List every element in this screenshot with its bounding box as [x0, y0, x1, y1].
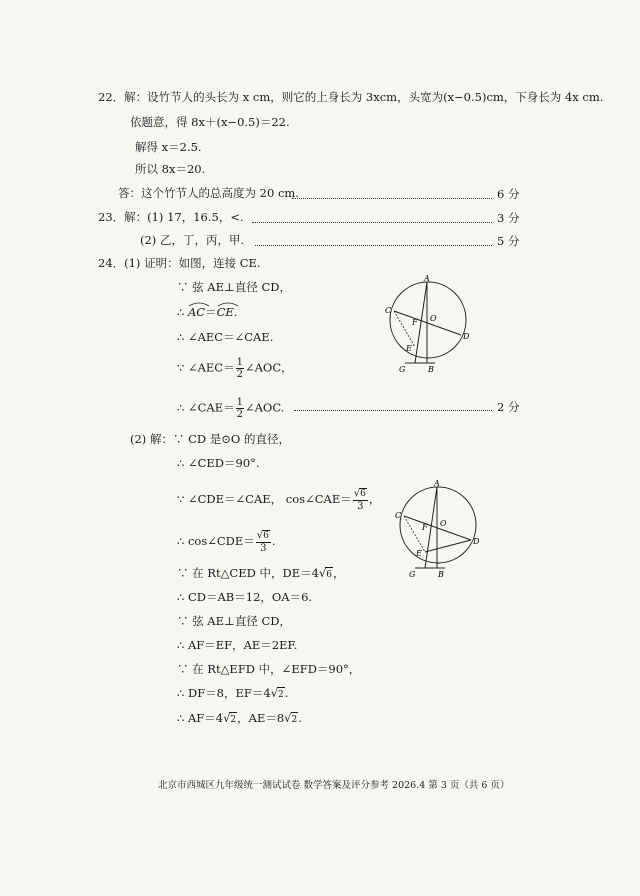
q23-line-2: (2) 乙，丁，丙，甲. — [140, 233, 245, 247]
q24-heading: 24．(1) 证明：如图，连接 CE. — [98, 256, 261, 270]
label-d: D — [463, 332, 470, 341]
arc-icon — [188, 302, 210, 307]
q24-p2-step-5: ∵ 在 Rt△CED 中，DE＝4√6， — [177, 566, 345, 580]
label-o: O — [440, 519, 447, 528]
q24-p1-step-4: ∵ ∠AEC＝ $\frac{1}{2}$ ∠AOC， — [177, 357, 293, 380]
dotted-leader — [255, 244, 492, 246]
q22-line-4: 所以 8x＝20. — [135, 162, 206, 176]
dotted-leader — [252, 221, 492, 223]
label-c: C — [395, 511, 402, 520]
q24-p2-step-7: ∵ 弦 AE⊥直径 CD， — [177, 614, 291, 628]
label-o: O — [430, 314, 437, 323]
q24-p2-step-6: ∴ CD＝AB＝12，OA＝6. — [177, 590, 313, 604]
label-d: D — [473, 537, 480, 546]
q24-p1-score: 2 分 — [497, 400, 520, 414]
label-f: F — [422, 523, 428, 532]
q24-p2-step-11: ∴ AF＝4√2，AE＝8√2. — [177, 711, 302, 725]
dotted-leader — [294, 409, 492, 411]
line-ed — [425, 540, 471, 552]
label-b: B — [438, 570, 444, 579]
q24-p2-step-3: ∵ ∠CDE＝∠CAE， cos∠CAE＝ $\frac{√6}{3}$ ， — [177, 488, 381, 512]
label-g: G — [399, 365, 406, 374]
q23-score-1: 3 分 — [497, 211, 520, 225]
q23-line-1: 23．解：(1) 17，16.5，<. — [98, 210, 244, 224]
label-a: A — [424, 275, 430, 283]
q22-line-3: 解得 x＝2.5. — [135, 140, 202, 154]
label-c: C — [385, 306, 392, 315]
q24-p1-step-1: ∵ 弦 AE⊥直径 CD， — [177, 280, 291, 294]
arc-icon — [217, 302, 239, 307]
q24-p2-step-10: ∴ DF＝8，EF＝4√2. — [177, 686, 289, 700]
label-e: E — [416, 549, 422, 558]
circle-o — [390, 282, 466, 358]
q23-score-2: 5 分 — [497, 234, 520, 248]
label-f: F — [412, 318, 418, 327]
page-footer: 北京市西城区九年级统一测试试卷 数学答案及评分参考 2026.4 第 3 页（共 6 页） — [158, 780, 510, 791]
q22-line-2: 依题意，得 8x＋(x−0.5)＝22. — [130, 115, 290, 129]
q24-p2-step-9: ∵ 在 Rt△EFD 中，∠EFD＝90°， — [177, 662, 361, 676]
geometry-figure-2 — [385, 480, 495, 580]
label-a: A — [434, 480, 440, 488]
q24-p2-step-8: ∴ AF＝EF，AE＝2EF. — [177, 638, 298, 652]
q24-p1-step-2: ∴ AC＝ CE. — [177, 305, 237, 319]
q24-p1-step-3: ∴ ∠AEC＝∠CAE. — [177, 330, 274, 344]
label-b: B — [428, 365, 434, 374]
circle-o — [400, 487, 476, 563]
q22-answer: 答：这个竹节人的总高度为 20 cm. — [118, 186, 299, 200]
dotted-leader — [292, 197, 492, 199]
geometry-figure-1 — [375, 275, 485, 375]
q24-p2-step-1: (2) 解：∵ CD 是⊙O 的直径， — [130, 432, 290, 446]
q22-line-1: 22．解：设竹节人的头长为 x cm，则它的上身长为 3xcm，头宽为(x−0.5)cm，下身长为 4x cm. — [98, 90, 604, 104]
label-g: G — [409, 570, 416, 579]
q24-p2-step-2: ∴ ∠CED＝90°. — [177, 456, 260, 470]
q22-score: 6 分 — [497, 187, 520, 201]
q24-p2-step-4: ∴ cos∠CDE＝ $\frac{√6}{3}$ . — [177, 530, 276, 554]
label-e: E — [406, 344, 412, 353]
q24-p1-step-5: ∴ ∠CAE＝ $\frac{1}{2}$ ∠AOC. — [177, 397, 285, 420]
